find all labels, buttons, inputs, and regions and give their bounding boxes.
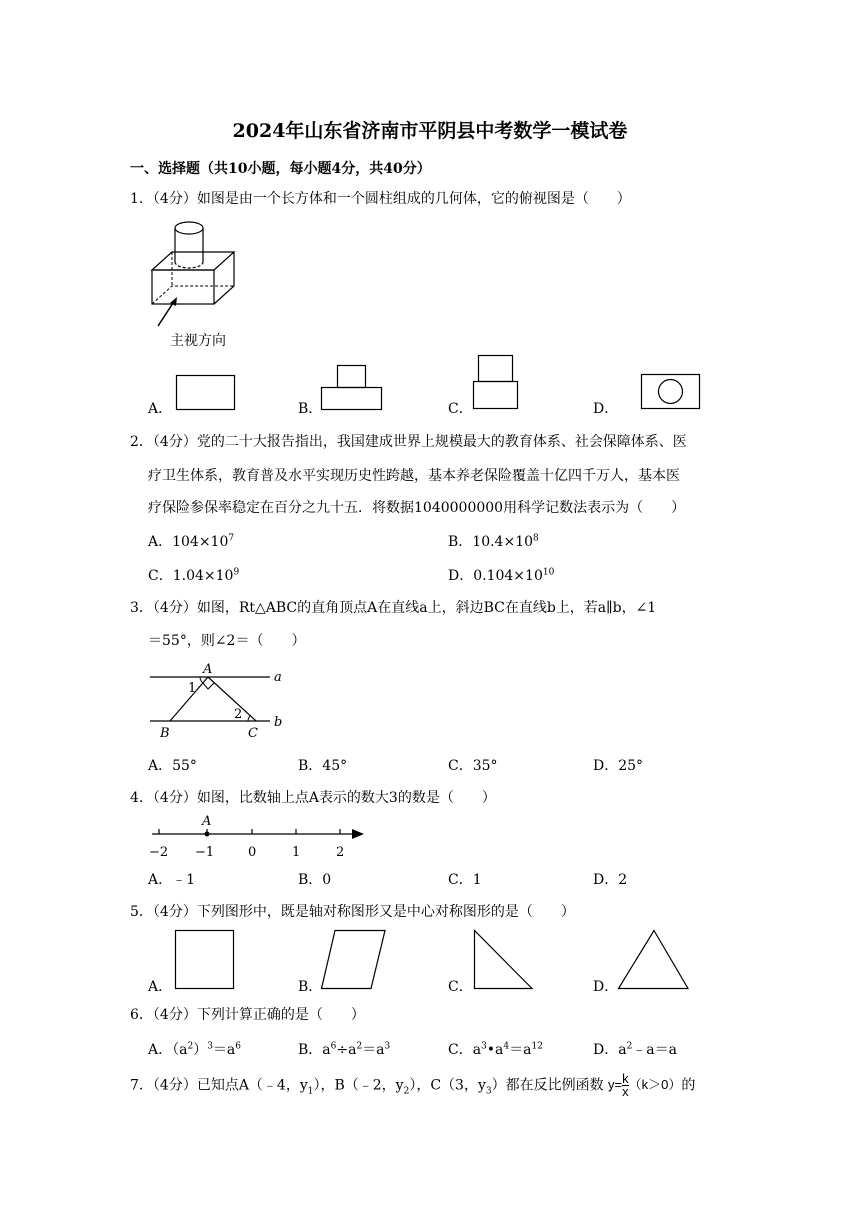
question-2-line2: 疗卫生体系，教育普及水平实现历史性跨越，基本养老保险覆盖十亿四千万人，基本医: [148, 468, 680, 484]
q5-option-a: A．: [148, 979, 173, 995]
q4-tick-label: 2: [336, 845, 345, 860]
q3-label-angle-1: 1: [188, 681, 197, 696]
q3-label-line-a: a: [274, 670, 282, 685]
q2-option-a: A．$104\times 10^7$: [148, 533, 235, 550]
q3-option-a: A．55°: [148, 758, 197, 774]
q1-option-b-figure: [321, 365, 383, 411]
q6-option-c: C．$a^3•a^4=a^{12}$: [448, 1041, 543, 1058]
question-6-text: 6．（4分）下列计算正确的是（ ）: [130, 1007, 365, 1023]
q7-formula: y= $\frac{k}{x}$ （k＞0）: [608, 1071, 682, 1099]
q4-tick-label: −2: [149, 845, 169, 860]
question-7-text: 7．（4分）已知点A（﹣4，$y_1$），B（﹣2，$y_2$），C（3，$y_3$）都在反比例函数 y= $\frac{k}{x}$ （k＞0）的: [130, 1071, 696, 1099]
q5-option-c-triangle: [474, 930, 534, 990]
q3-label-b-point: B: [160, 726, 170, 741]
q1-option-a-figure: [176, 375, 236, 411]
q4-option-d: D．2: [593, 872, 628, 888]
q1-option-c-figure: [473, 355, 519, 411]
q6-option-a: A．$(a^2)^3=a^6$: [148, 1041, 242, 1058]
q4-tick-label: −1: [195, 845, 215, 860]
question-1-text: 1．（4分）如图是由一个长方体和一个圆柱组成的几何体，它的俯视图是（ ）: [130, 191, 631, 207]
q3-label-a-point: A: [203, 662, 213, 677]
q1-option-a: A．: [148, 401, 173, 417]
q4-option-c: C．1: [448, 872, 482, 888]
q4-point-label: A: [202, 814, 212, 829]
q2-option-b: B．$10.4\times 10^8$: [448, 533, 539, 550]
section-heading: 一、选择题（共10小题，每小题4分，共40分）: [130, 161, 431, 177]
q3-label-line-b: b: [274, 715, 283, 730]
q1-option-b: B．: [298, 401, 323, 417]
question-5-text: 5．（4分）下列图形中，既是轴对称图形又是中心对称图形的是（ ）: [130, 904, 575, 920]
q4-tick-label: 1: [292, 845, 301, 860]
q1-option-d: D．: [593, 401, 619, 417]
q4-option-a: A．﹣1: [148, 872, 196, 888]
q1-caption: 主视方向: [170, 333, 226, 349]
q5-option-b-parallelogram: [321, 930, 387, 990]
q3-triangle-figure: [148, 660, 298, 742]
q3-label-c-point: C: [248, 726, 258, 741]
q5-option-a-square: [175, 930, 237, 990]
q2-option-d: D．$0.104\times 10^{10}$: [448, 567, 555, 584]
question-3-line2: ＝55°，则∠2＝（ ）: [148, 633, 306, 649]
question-3-line1: 3．（4分）如图，Rt△ABC的直角顶点A在直线a上，斜边BC在直线b上，若a∥b，∠1: [130, 600, 657, 616]
page-title: 2024年山东省济南市平阴县中考数学一模试卷: [232, 120, 628, 142]
q4-tick-label: 0: [248, 845, 257, 860]
question-4-text: 4．（4分）如图，比数轴上点A表示的数大3的数是（ ）: [130, 790, 496, 806]
q1-option-d-figure: [641, 374, 701, 410]
question-2-line1: 2．（4分）党的二十大报告指出，我国建成世界上规模最大的教育体系、社会保障体系、医: [130, 434, 687, 450]
q4-number-line: [148, 812, 368, 862]
q2-option-c: C．$1.04\times 10^9$: [148, 567, 240, 584]
q3-option-b: B．45°: [298, 758, 348, 774]
q5-option-b: B．: [298, 979, 323, 995]
q3-option-c: C．35°: [448, 758, 498, 774]
q5-option-d: D．: [593, 979, 619, 995]
q5-option-d-triangle: [618, 930, 690, 990]
q3-option-d: D．25°: [593, 758, 644, 774]
q4-option-b: B．0: [298, 872, 332, 888]
q5-option-c: C．: [448, 979, 473, 995]
question-2-line3: 疗保险参保率稳定在百分之九十五．将数据1040000000用科学记数法表示为（ ）: [148, 500, 686, 516]
q1-option-c: C．: [448, 401, 473, 417]
q3-label-angle-2: 2: [234, 707, 243, 722]
q6-option-d: D．$a^2﹣a=a$: [593, 1041, 678, 1058]
q6-option-b: B．$a^6\div a^2=a^3$: [298, 1041, 391, 1058]
